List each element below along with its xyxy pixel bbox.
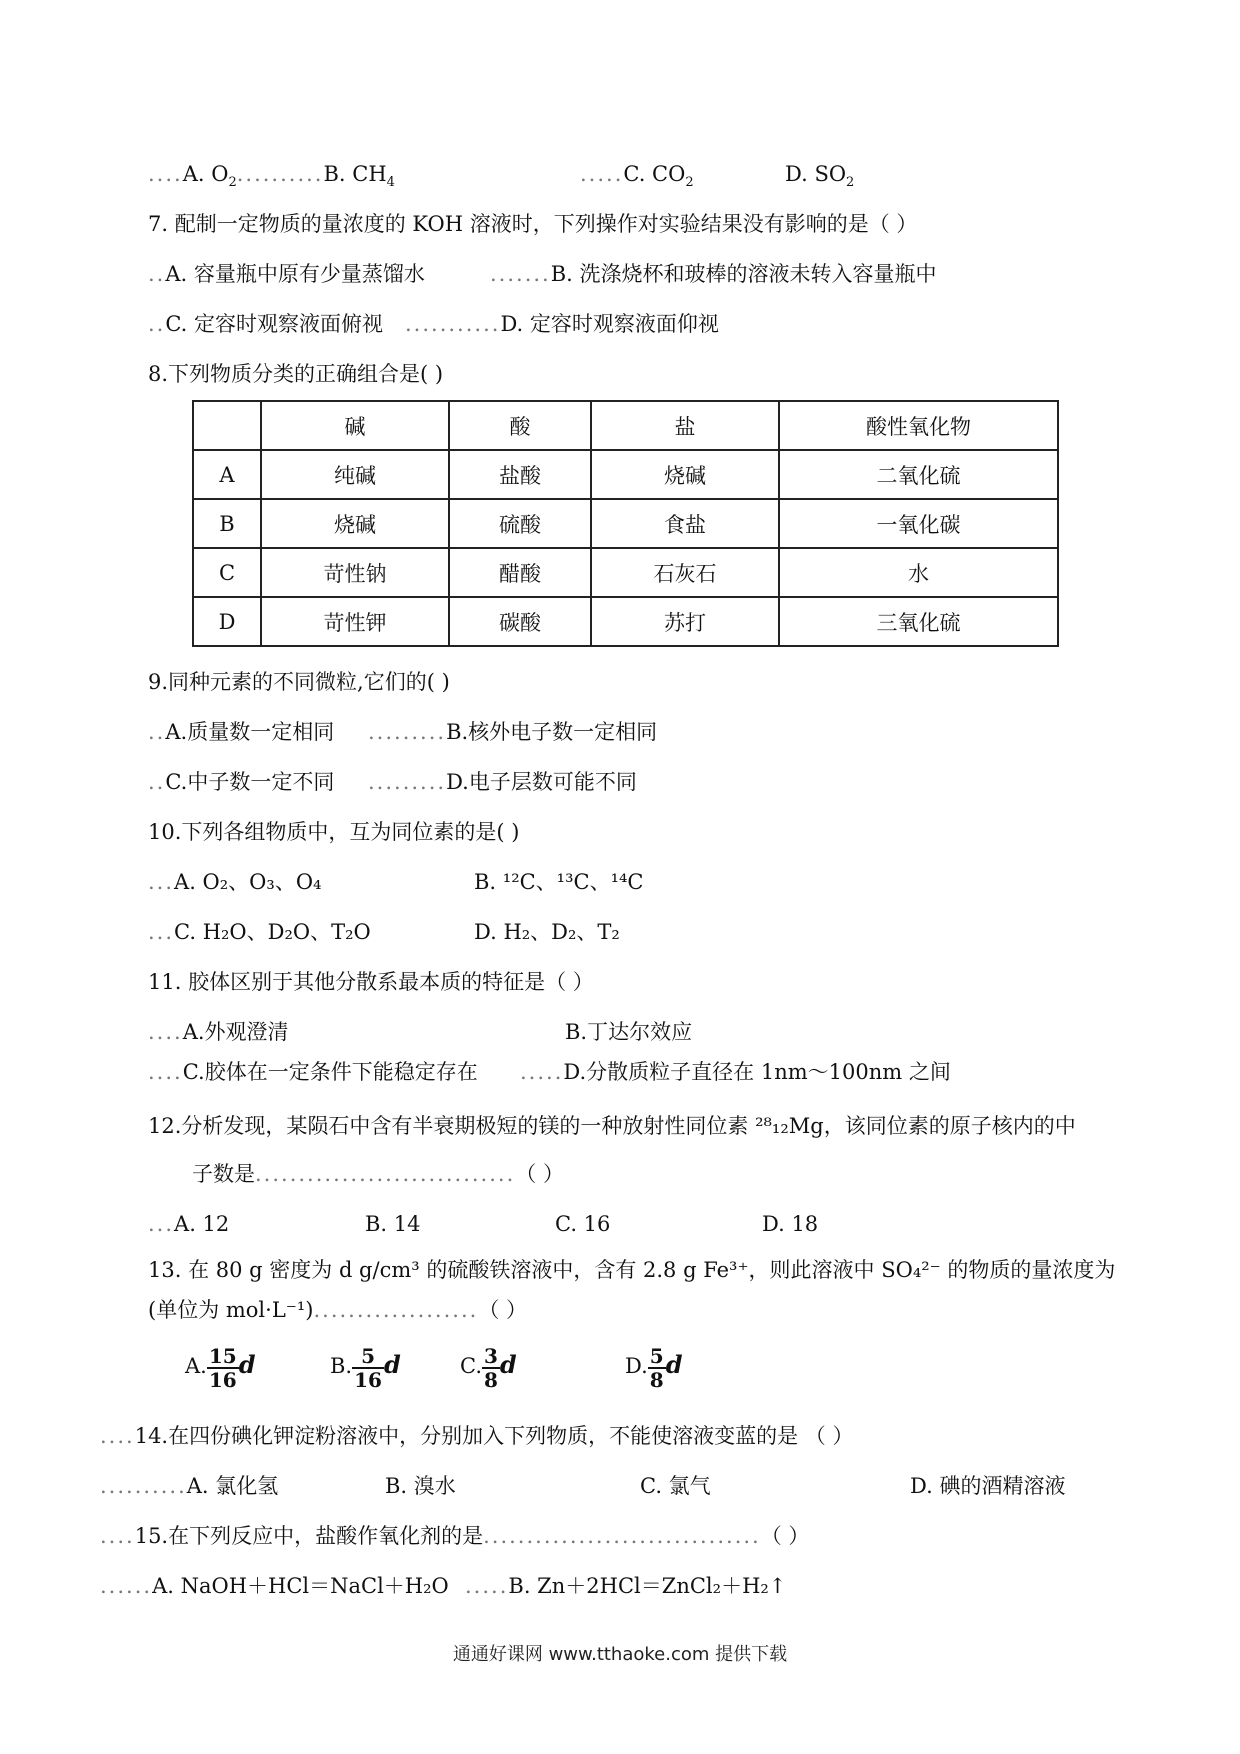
q9-option-c: ..C.中子数一定不同 [148, 770, 335, 794]
q10-stem: 10.下列各组物质中，互为同位素的是( ) [148, 820, 520, 844]
q13-stem: 13. 在 80 g 密度为 d g/cm³ 的硫酸铁溶液中，含有 2.8 g Fe³⁺，则此溶液中 SO₄²⁻ 的物质的量浓度为 [148, 1258, 1116, 1282]
fraction: $\frac{5}{16}$ [354, 1343, 382, 1392]
table-cell: 石灰石 [591, 548, 779, 597]
page-footer: 通通好课网 www.tthaoke.com 提供下载 [452, 1644, 788, 1665]
table-header-cell: 酸 [449, 401, 591, 450]
q12-option-b: B. 14 [365, 1212, 421, 1236]
table-cell: B [193, 499, 261, 548]
q15-stem: ....15.在下列反应中，盐酸作氧化剂的是................................（ ） [100, 1524, 810, 1548]
q6-options-row: ....A. $O_2..........B$. $CH_4$ [148, 162, 395, 191]
table-cell: 碳酸 [449, 597, 591, 646]
q14-option-b: B. 溴水 [385, 1474, 456, 1498]
q7-option-a: ..A. 容量瓶中原有少量蒸馏水 [148, 262, 425, 286]
q11-option-d: .....D.分散质粒子直径在 1nm～100nm 之间 [520, 1060, 951, 1084]
q8-stem: 8.下列物质分类的正确组合是( ) [148, 362, 444, 386]
table-cell: 苛性钠 [261, 548, 449, 597]
fraction: $\frac{5}{8}$ [649, 1343, 664, 1392]
table-cell: 一氧化碳 [779, 499, 1058, 548]
q9-stem: 9.同种元素的不同微粒,它们的( ) [148, 670, 450, 694]
table-header-cell [193, 401, 261, 450]
q12-option-a: ...A. 12 [148, 1212, 230, 1236]
table-cell: 纯碱 [261, 450, 449, 499]
table-cell: 苛性钾 [261, 597, 449, 646]
table-cell: 烧碱 [591, 450, 779, 499]
table-cell: 醋酸 [449, 548, 591, 597]
q7-option-c: ..C. 定容时观察液面俯视 [148, 312, 384, 336]
table-row [193, 548, 1058, 597]
q10-option-d: D. H₂、D₂、T₂ [474, 920, 620, 944]
q6-option-c: .....C. $CO_2$ [580, 162, 694, 191]
q11-option-a: ....A.外观澄清 [148, 1020, 289, 1044]
q6-option-d: D. $SO_2$ [785, 162, 855, 191]
q12-option-d: D. 18 [762, 1212, 819, 1236]
q9-option-d: .........D.电子层数可能不同 [368, 770, 637, 794]
table-cell: 水 [779, 548, 1058, 597]
q15-option-b: .....B. Zn＋2HCl＝ZnCl₂＋H₂↑ [465, 1574, 787, 1598]
fraction: $\frac{3}{8}$ [484, 1343, 498, 1392]
q12-stem: 12.分析发现，某陨石中含有半衰期极短的镁的一种放射性同位素 ²⁸₁₂Mg，该同位素的原子核内的中 [148, 1114, 1076, 1138]
table-cell: 二氧化硫 [779, 450, 1058, 499]
q14-option-d: D. 碘的酒精溶液 [910, 1474, 1066, 1498]
q13-stem-continued: (单位为 mol·L⁻¹)...................（ ） [148, 1298, 527, 1322]
q7-option-b: .......B. 洗涤烧杯和玻棒的溶液未转入容量瓶中 [490, 262, 937, 286]
q14-option-a: ..........A. 氯化氢 [100, 1474, 279, 1498]
table-cell: 三氧化硫 [779, 597, 1058, 646]
table-row [193, 450, 1058, 499]
q7-option-d: ...........D. 定容时观察液面仰视 [405, 312, 719, 336]
fraction: $\frac{15}{16}$ [208, 1343, 237, 1392]
q10-option-c: ...C. H₂O、D₂O、T₂O [148, 920, 371, 944]
q15-option-a: ......A. NaOH＋HCl＝NaCl＋H₂O [100, 1574, 449, 1598]
q9-option-a: ..A.质量数一定相同 [148, 720, 335, 744]
table-header-cell: 碱 [261, 401, 449, 450]
table-cell: 苏打 [591, 597, 779, 646]
q11-option-b: B.丁达尔效应 [565, 1020, 693, 1044]
q10-option-a: ...A. O₂、O₃、O₄ [148, 870, 322, 894]
q13-option-d: D. $\frac{5}{8}$ d [625, 1343, 683, 1392]
q6-option-b: B. $CH_4$ [323, 162, 395, 191]
q12-stem-continued: 子数是..............................（ ） [192, 1162, 564, 1186]
q14-stem: ....14.在四份碘化钾淀粉溶液中，分别加入下列物质，不能使溶液变蓝的是 （ ） [100, 1424, 854, 1448]
q10-option-b: B. ¹²C、¹³C、¹⁴C [474, 870, 644, 894]
q6-option-a: A. $O_2$ [182, 162, 237, 191]
table-cell: 食盐 [591, 499, 779, 548]
table-header-row [193, 401, 1058, 450]
table-header-cell: 酸性氧化物 [779, 401, 1058, 450]
table-header-cell: 盐 [591, 401, 779, 450]
q8-classification-table [192, 400, 1059, 647]
q7-stem: 7. 配制一定物质的量浓度的 KOH 溶液时，下列操作对实验结果没有影响的是（ ） [148, 212, 918, 236]
table-row [193, 499, 1058, 548]
q11-option-c: ....C.胶体在一定条件下能稳定存在 [148, 1060, 478, 1084]
q11-stem: 11. 胶体区别于其他分散系最本质的特征是（ ） [148, 970, 594, 994]
q12-option-c: C. 16 [555, 1212, 611, 1236]
q13-option-a: A. $\frac{15}{16}$ d [185, 1343, 256, 1392]
table-cell: 烧碱 [261, 499, 449, 548]
q14-option-c: C. 氯气 [640, 1474, 711, 1498]
q13-option-c: C. $\frac{3}{8}$ d [460, 1343, 517, 1392]
table-row [193, 597, 1058, 646]
q13-option-b: B. $\frac{5}{16}$ d [330, 1343, 401, 1392]
table-cell: D [193, 597, 261, 646]
table-cell: 盐酸 [449, 450, 591, 499]
q9-option-b: .........B.核外电子数一定相同 [368, 720, 658, 744]
table-cell: 硫酸 [449, 499, 591, 548]
table-cell: C [193, 548, 261, 597]
table-cell: A [193, 450, 261, 499]
